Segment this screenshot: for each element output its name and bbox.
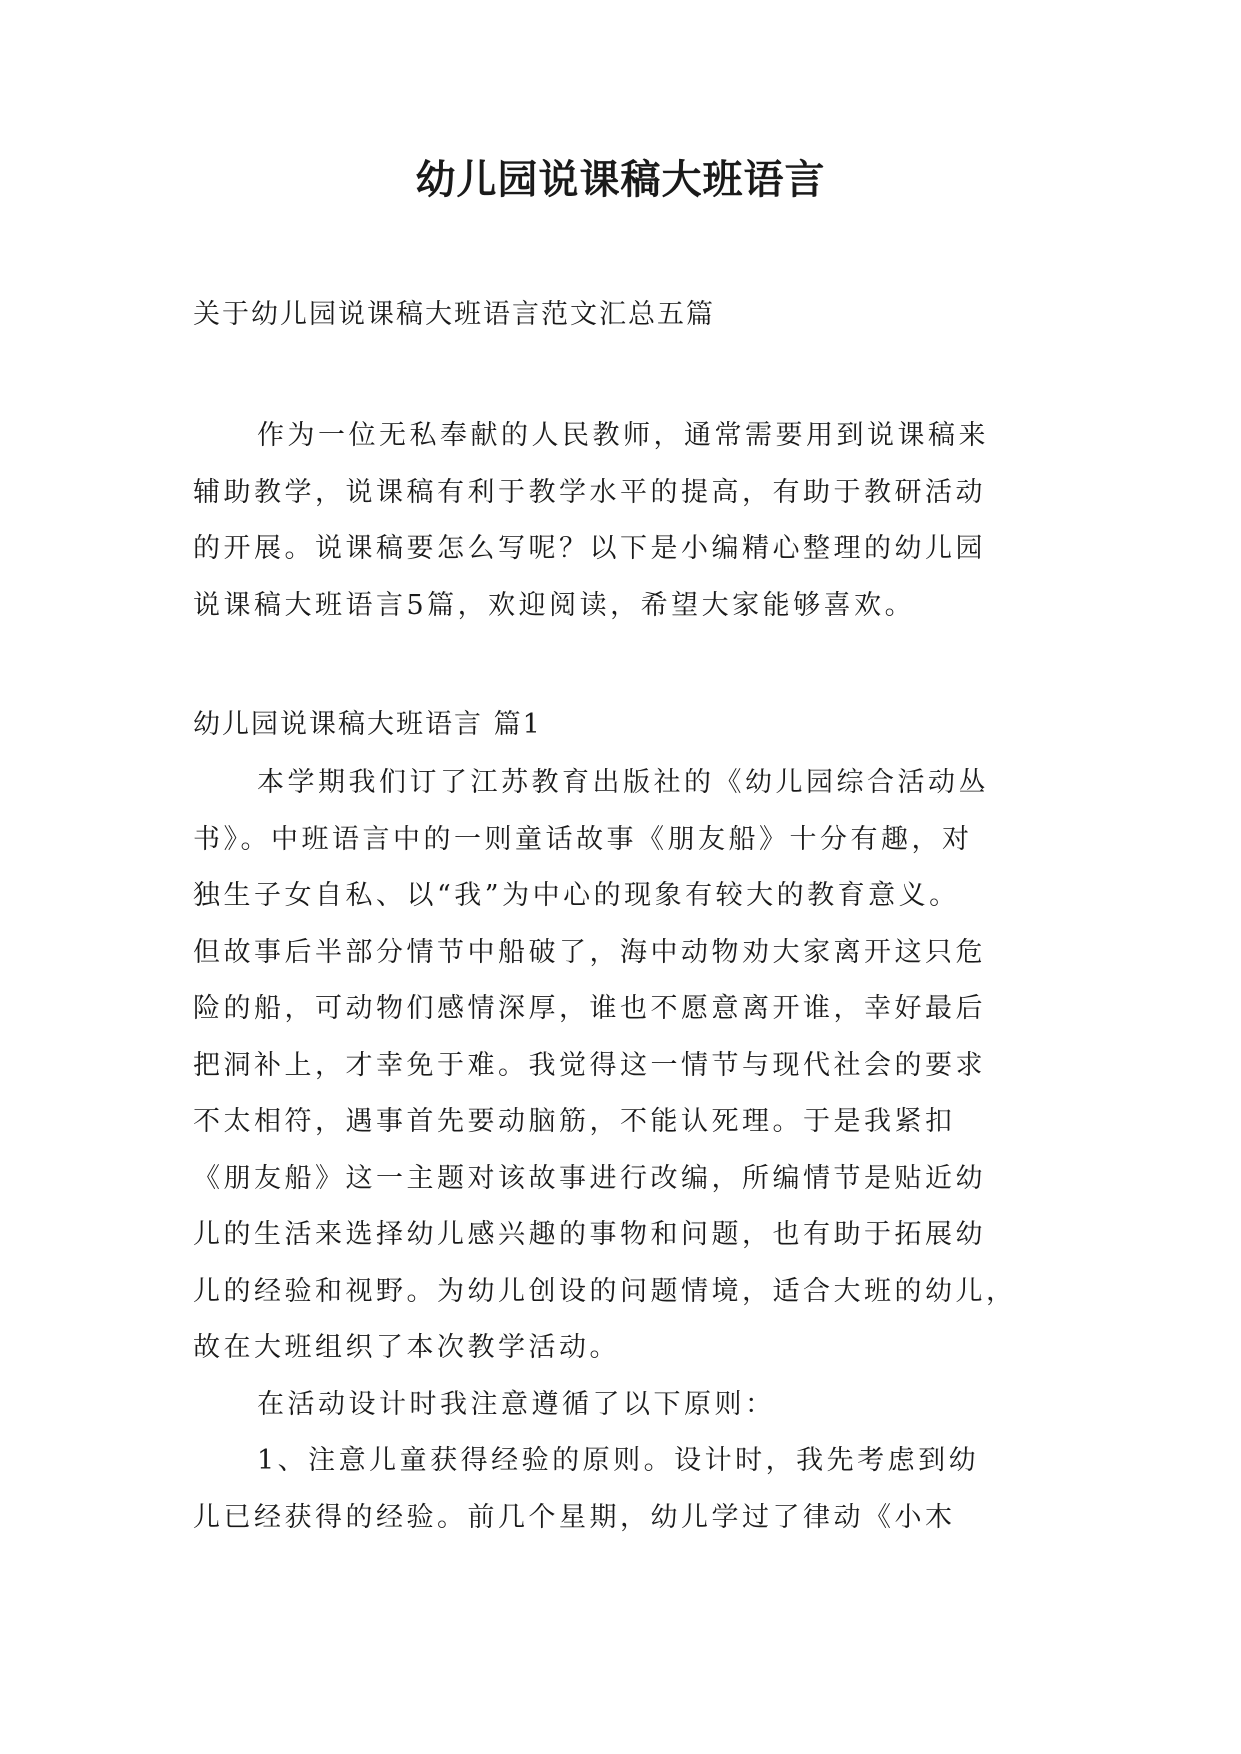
intro-paragraph [193,408,1053,634]
body-line: 1、注意儿童获得经验的原则。设计时，我先考虑到幼 [257,1445,980,1476]
page-title: 幼儿园说课稿大班语言 [415,156,826,203]
intro-line: 说课稿大班语言5篇，欢迎阅读，希望大家能够喜欢。 [193,589,916,621]
intro-line: 作为一位无私奉献的人民教师，通常需要用到说课稿来 [257,420,989,451]
body-line: 儿的生活来选择幼儿感兴趣的事物和问题，也有助于拓展幼 [193,1219,986,1250]
body-line: 书》。中班语言中的一则童话故事《朋友船》十分有趣，对 [193,823,973,855]
intro-line: 的开展。说课稿要怎么写呢？以下是小编精心整理的幼儿园 [193,533,986,564]
body-line: 独生子女自私、以“我”为中心的现象有较大的教育意义。 [193,880,960,911]
body-line: 儿的经验和视野。为幼儿创设的问题情境，适合大班的幼儿， [193,1275,1017,1307]
body-line: 险的船，可动物们感情深厚，谁也不愿意离开谁，幸好最后 [193,993,986,1024]
body-line: 本学期我们订了江苏教育出版社的《幼儿园综合活动丛 [257,767,989,798]
body-line: 在活动设计时我注意遵循了以下原则： [257,1388,776,1420]
body-line: 故在大班组织了本次教学活动。 [193,1332,620,1363]
body-line: 儿已经获得的经验。前几个星期，幼儿学过了律动《小木 [193,1501,956,1533]
body-line: 《朋友船》这一主题对该故事进行改编，所编情节是贴近幼 [193,1162,986,1194]
body-line: 不太相符，遇事首先要动脑筋，不能认死理。于是我紧扣 [193,1106,956,1137]
document-subtitle: 关于幼儿园说课稿大班语言范文汇总五篇 [193,299,715,330]
section-heading: 幼儿园说课稿大班语言 篇1 [193,709,542,740]
section-body [193,755,1053,1546]
intro-line: 辅助教学，说课稿有利于教学水平的提高，有助于教研活动 [193,476,986,508]
body-line: 但故事后半部分情节中船破了，海中动物劝大家离开这只危 [193,936,986,968]
body-line: 把洞补上，才幸免于难。我觉得这一情节与现代社会的要求 [193,1049,986,1081]
